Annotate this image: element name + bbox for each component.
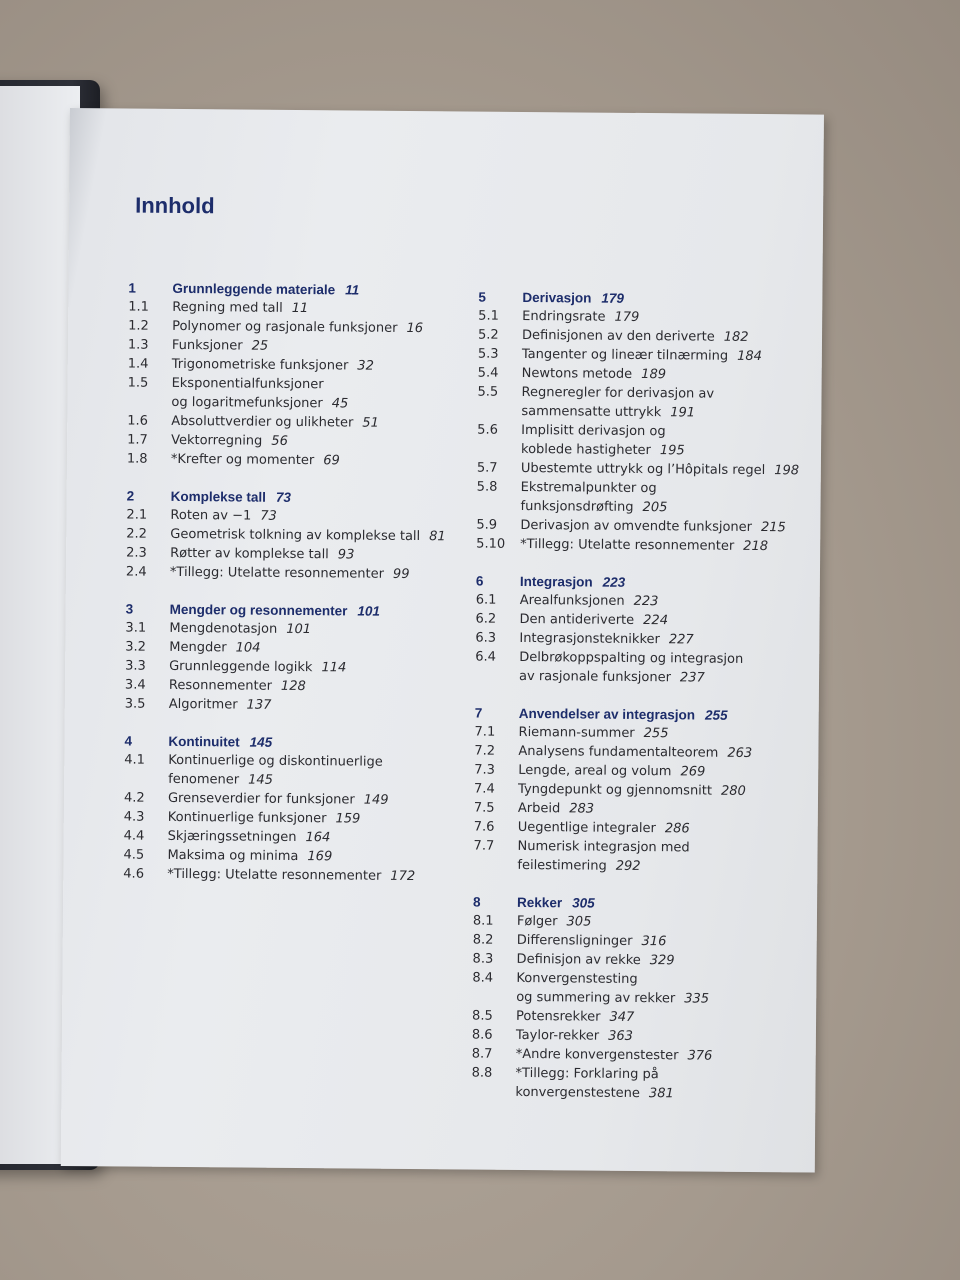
section-number: 5.1 (478, 308, 499, 324)
section-number: 3.5 (124, 696, 146, 712)
section-page: 292 (615, 858, 641, 875)
section-number: 6.1 (475, 592, 497, 608)
chapter-number: 8 (473, 894, 481, 910)
section-title-wrap (168, 808, 464, 830)
section-page: 169 (307, 849, 333, 865)
section-title-wrap (171, 431, 467, 453)
section-page: 376 (687, 1048, 713, 1064)
section-number: 5.3 (477, 346, 499, 362)
section-number: 6.3 (475, 630, 497, 646)
section-number: 8.8 (471, 1065, 493, 1081)
section-title-line2: feilestimering (517, 857, 607, 874)
section-title: Definisjon av rekke (516, 951, 641, 969)
section-number: 5.10 (476, 536, 506, 552)
chapter-page: 179 (601, 290, 624, 306)
section-number: 3.4 (124, 677, 146, 693)
section-title-wrap (518, 780, 804, 801)
section-title-wrap (516, 1045, 802, 1066)
chapter-7 (473, 704, 804, 878)
section-number: 7.2 (474, 743, 496, 759)
chapter-6 (475, 572, 806, 689)
section-title: *Tillegg: Utelatte resonnementer (169, 564, 385, 582)
section-title: Mengder (169, 639, 227, 656)
section-title-wrap (520, 478, 806, 518)
section-title: Implisitt derivasjon og (521, 422, 666, 440)
section-title-continued (171, 393, 467, 415)
section-title-line2: fenomener (168, 771, 240, 788)
section-page: 205 (642, 500, 668, 516)
section-title-wrap (167, 865, 463, 887)
section-title-wrap (172, 355, 468, 377)
chapter-page: 101 (357, 603, 380, 619)
section-title: Tangenter og lineær tilnærming (521, 346, 729, 364)
section-title-wrap (516, 1007, 802, 1028)
section-number: 5.8 (476, 479, 498, 495)
section-page: 255 (643, 726, 669, 742)
section-page: 69 (323, 453, 340, 469)
section-title-wrap (522, 307, 808, 328)
section-title-line2: konvergenstestene (515, 1084, 641, 1102)
section-title-wrap (520, 535, 806, 556)
section-page: 347 (609, 1009, 635, 1025)
section-number: 4.2 (123, 790, 145, 806)
section-page: 137 (246, 697, 272, 713)
toc-entry (476, 478, 806, 519)
section-page: 305 (566, 914, 592, 930)
section-page: 81 (429, 529, 446, 545)
section-title-wrap (517, 912, 803, 933)
chapter-title: Grunnleggende materiale (172, 280, 336, 298)
section-title-wrap (172, 317, 468, 339)
section-title-wrap (521, 459, 807, 480)
section-title-wrap (168, 827, 464, 849)
section-number: 7.7 (473, 838, 495, 854)
section-page: 223 (633, 593, 659, 610)
section-page: 11 (291, 300, 309, 317)
section-number: 5.9 (476, 517, 498, 533)
section-title-wrap (169, 619, 465, 641)
section-title: Ubestemte uttrykk og l’Hôpitals regel (520, 460, 766, 479)
section-page: 189 (641, 366, 667, 383)
section-title-wrap (520, 516, 806, 537)
toc-entry (125, 695, 465, 717)
chapter-page: 305 (572, 895, 595, 911)
section-title: Røtter av komplekse tall (170, 545, 329, 563)
toc-entry-continuation (473, 856, 803, 878)
section-number: 8.1 (472, 913, 494, 929)
section-title: Kontinuerlige og diskontinuerlige (168, 752, 383, 770)
section-page: 32 (357, 358, 374, 374)
section-page: 215 (760, 520, 786, 536)
chapter-number: 7 (474, 705, 483, 721)
section-page: 128 (280, 678, 306, 695)
section-page: 179 (614, 309, 640, 325)
section-title: Numerisk integrasjon med (517, 838, 690, 856)
section-title-wrap (518, 723, 804, 744)
section-title: Resonnementer (168, 677, 273, 694)
section-title-line2: sammensatte uttrykk (521, 403, 662, 421)
section-title: Analysens fundamentalteorem (518, 743, 719, 761)
chapter-8 (471, 893, 803, 1105)
chapter-number: 2 (126, 488, 135, 504)
section-number: 8.7 (471, 1046, 493, 1062)
book-page (61, 108, 824, 1173)
section-title-wrap (169, 676, 465, 698)
section-number: 2.2 (126, 526, 148, 542)
section-number: 1.3 (127, 337, 149, 353)
section-page: 145 (248, 772, 274, 788)
section-title-wrap (170, 544, 466, 566)
section-number: 1.1 (128, 299, 150, 315)
toc-entry-continuation (471, 1083, 801, 1105)
section-page: 263 (727, 745, 753, 761)
chapter-number: 6 (475, 573, 484, 589)
section-page: 224 (643, 613, 669, 629)
section-title: Endringsrate (522, 308, 606, 325)
section-number: 5.6 (477, 422, 498, 438)
section-number: 3.1 (125, 620, 147, 636)
section-title: *Krefter og momenter (170, 451, 315, 469)
section-page: 172 (390, 868, 416, 885)
section-title-line2: og summering av rekker (516, 989, 676, 1007)
section-page: 114 (321, 660, 347, 676)
section-number: 6.2 (475, 611, 497, 627)
section-number: 4.5 (123, 847, 145, 863)
section-number: 3.2 (125, 639, 147, 655)
section-page: 329 (649, 953, 675, 969)
section-page: 149 (363, 792, 389, 808)
chapter-page: 223 (602, 574, 626, 590)
section-page: 51 (362, 415, 379, 431)
section-title-wrap (170, 525, 466, 547)
section-title: Polynomer og rasjonale funksjoner (172, 318, 398, 336)
chapter-3 (125, 600, 466, 717)
section-title: Tyngdepunkt og gjennomsnitt (518, 781, 713, 799)
section-title-wrap (522, 364, 808, 385)
section-number: 2.3 (126, 545, 147, 561)
section-title: Arealfunksjonen (519, 592, 625, 609)
section-number: 8.5 (472, 1008, 493, 1024)
section-number: 2.4 (125, 564, 147, 580)
section-title-wrap (518, 742, 804, 763)
section-title: Maksima og minima (167, 847, 299, 865)
section-title: Eksponentialfunksjoner (171, 375, 324, 393)
section-title-wrap (171, 412, 467, 434)
section-page: 184 (737, 348, 763, 365)
toc-column-left (123, 279, 468, 905)
chapter-title: Komplekse tall (170, 488, 266, 505)
section-title: Potensrekker (516, 1008, 601, 1025)
section-title-wrap (169, 638, 465, 660)
section-title: Uegentlige integraler (517, 819, 656, 837)
chapter-number: 4 (124, 733, 133, 749)
chapter-title: Anvendelser av integrasjon (518, 705, 696, 723)
section-page: 280 (720, 783, 746, 799)
section-number: 7.5 (473, 800, 495, 816)
section-title-wrap (169, 695, 465, 717)
chapter-title: Rekker (517, 894, 563, 911)
section-title-wrap (170, 506, 466, 528)
section-page: 99 (392, 566, 410, 582)
section-page: 104 (235, 640, 261, 656)
section-title-wrap (172, 336, 468, 358)
section-number: 8.2 (472, 932, 494, 948)
section-number: 6.4 (475, 649, 496, 665)
section-title-wrap (520, 591, 806, 612)
toc-entry-continuation (475, 667, 805, 689)
section-title: Kontinuerlige funksjoner (167, 809, 327, 827)
chapter-4 (123, 731, 464, 886)
section-title: Integrasjonsteknikker (519, 630, 660, 648)
section-title-continued (521, 440, 807, 461)
section-page: 93 (337, 547, 355, 563)
section-title: Regneregler for derivasjon av (521, 384, 715, 402)
section-title: Definisjonen av den deriverte (521, 327, 715, 345)
section-title: Riemann-summer (518, 724, 635, 741)
section-title-wrap (522, 326, 808, 347)
section-title: *Tillegg: Utelatte resonnementer (167, 866, 382, 884)
section-page: 182 (723, 329, 749, 345)
section-number: 5.7 (476, 460, 498, 476)
section-page: 237 (679, 670, 705, 686)
section-title: Grenseverdier for funksjoner (167, 790, 355, 808)
section-page: 16 (406, 320, 424, 337)
section-number: 1.8 (126, 451, 148, 467)
section-title: Derivasjon av omvendte funksjoner (520, 517, 753, 535)
section-title: Lengde, areal og volum (518, 762, 672, 780)
section-page: 381 (648, 1086, 674, 1102)
chapter-title: Mengder og resonnementer (169, 601, 348, 619)
section-number: 1.4 (127, 356, 149, 372)
section-number: 1.6 (127, 413, 149, 429)
section-number: 4.6 (123, 866, 145, 882)
chapter-number: 3 (125, 601, 134, 617)
section-title: *Tillegg: Utelatte resonnementer (520, 536, 735, 554)
section-page: 227 (668, 632, 694, 648)
section-page: 45 (331, 396, 349, 412)
section-title-line2: koblede hastigheter (520, 441, 651, 459)
section-title: Regning med tall (172, 299, 283, 316)
section-page: 198 (774, 463, 800, 479)
section-title-continued (521, 402, 807, 423)
chapter-5 (476, 288, 808, 557)
section-title: Algoritmer (168, 696, 238, 713)
section-number: 5.4 (477, 365, 499, 381)
chapter-page: 145 (249, 734, 273, 750)
section-title-continued (515, 1083, 801, 1104)
section-title-wrap (518, 799, 804, 820)
section-title-wrap (167, 846, 463, 868)
section-title-continued (517, 856, 803, 877)
chapter-title: Derivasjon (522, 289, 592, 306)
section-page: 25 (251, 338, 269, 354)
section-title-wrap (517, 950, 803, 971)
section-title: Geometrisk tolkning av komplekse tall (170, 526, 421, 545)
section-title: Roten av −1 (170, 507, 252, 524)
section-page: 191 (670, 405, 696, 421)
section-number: 1.2 (128, 318, 149, 334)
section-title-wrap (171, 450, 467, 472)
section-title-wrap (168, 789, 464, 811)
section-page: 164 (305, 830, 331, 846)
section-page: 335 (684, 991, 710, 1007)
section-page: 73 (260, 508, 277, 524)
section-number: 8.3 (472, 951, 494, 967)
section-page: 101 (286, 621, 312, 638)
chapter-page: 73 (275, 489, 292, 505)
section-title: Grunnleggende logikk (169, 658, 313, 676)
chapter-2 (126, 487, 467, 585)
section-title: Skjæringssetningen (167, 828, 297, 846)
section-title-wrap (170, 563, 466, 585)
section-title: Taylor-rekker (515, 1027, 600, 1044)
section-title-line2: av rasjonale funksjoner (518, 668, 672, 686)
section-number: 7.6 (473, 819, 495, 835)
toc-entry (127, 450, 467, 472)
section-number: 7.1 (474, 724, 496, 740)
section-title: Absoluttverdier og ulikheter (171, 413, 354, 431)
section-title: Newtons metode (521, 365, 633, 382)
section-page: 283 (569, 801, 595, 817)
section-title-wrap (517, 931, 803, 952)
section-title: Delbrøkoppspalting og integrasjon (519, 649, 744, 667)
section-title: Trigonometriske funksjoner (171, 356, 349, 374)
section-page: 316 (641, 934, 667, 950)
section-title-wrap (518, 761, 804, 782)
section-title: Differensligninger (516, 932, 633, 949)
section-number: 1.7 (127, 432, 148, 448)
section-page: 286 (664, 821, 690, 837)
section-title: Den antideriverte (519, 611, 635, 628)
section-title-wrap (518, 818, 804, 839)
section-page: 269 (680, 764, 706, 780)
chapter-title: Integrasjon (519, 573, 593, 590)
section-title: Vektorregning (171, 432, 263, 449)
toc-entry (476, 535, 806, 557)
section-page: 195 (659, 443, 685, 459)
section-title: Følger (516, 913, 558, 930)
section-title-wrap (519, 629, 805, 650)
section-number: 4.1 (124, 752, 146, 768)
chapter-page: 255 (704, 707, 728, 723)
chapter-number: 1 (128, 280, 137, 296)
section-number: 4.4 (123, 828, 145, 844)
chapter-1 (127, 279, 469, 472)
section-page: 363 (608, 1028, 634, 1044)
section-number: 7.3 (474, 762, 495, 778)
section-title-continued (168, 770, 464, 792)
section-number: 5.5 (477, 384, 499, 400)
chapter-page: 11 (345, 282, 360, 298)
section-title-continued (516, 988, 802, 1009)
section-number: 8.6 (471, 1027, 493, 1043)
section-title: Ekstremalpunkter og funksjonsdrøfting (520, 479, 657, 515)
section-title-wrap (169, 657, 465, 679)
chapter-number: 5 (478, 289, 486, 305)
toc-entry (126, 563, 466, 585)
section-number: 8.4 (472, 970, 494, 986)
section-title-wrap (519, 610, 805, 631)
section-page: 159 (335, 811, 361, 827)
page-title: Innhold (135, 192, 215, 219)
section-number: 1.5 (127, 375, 149, 391)
section-number: 7.4 (474, 781, 495, 797)
section-page: 218 (743, 538, 769, 555)
toc-entry (123, 864, 463, 886)
section-title-continued (519, 667, 805, 688)
section-title: Funksjoner (171, 337, 243, 354)
chapter-title: Kontinuitet (168, 733, 240, 750)
section-number: 3.3 (125, 658, 146, 674)
section-title-wrap (516, 1026, 802, 1047)
section-number: 2.1 (126, 507, 148, 523)
section-title-wrap (172, 298, 468, 320)
section-title: *Tillegg: Forklaring på (515, 1065, 659, 1083)
section-title: *Andre konvergenstester (515, 1046, 679, 1064)
section-title: Konvergenstesting (516, 970, 638, 987)
section-title-line2: og logaritmefunksjoner (171, 394, 323, 412)
section-page: 56 (271, 433, 288, 449)
section-title: Arbeid (517, 800, 561, 817)
section-title: Mengdenotasjon (169, 620, 278, 637)
section-title-wrap (522, 345, 808, 366)
toc-column-right (471, 288, 808, 1123)
section-number: 4.3 (123, 809, 145, 825)
section-number: 5.2 (477, 327, 499, 343)
